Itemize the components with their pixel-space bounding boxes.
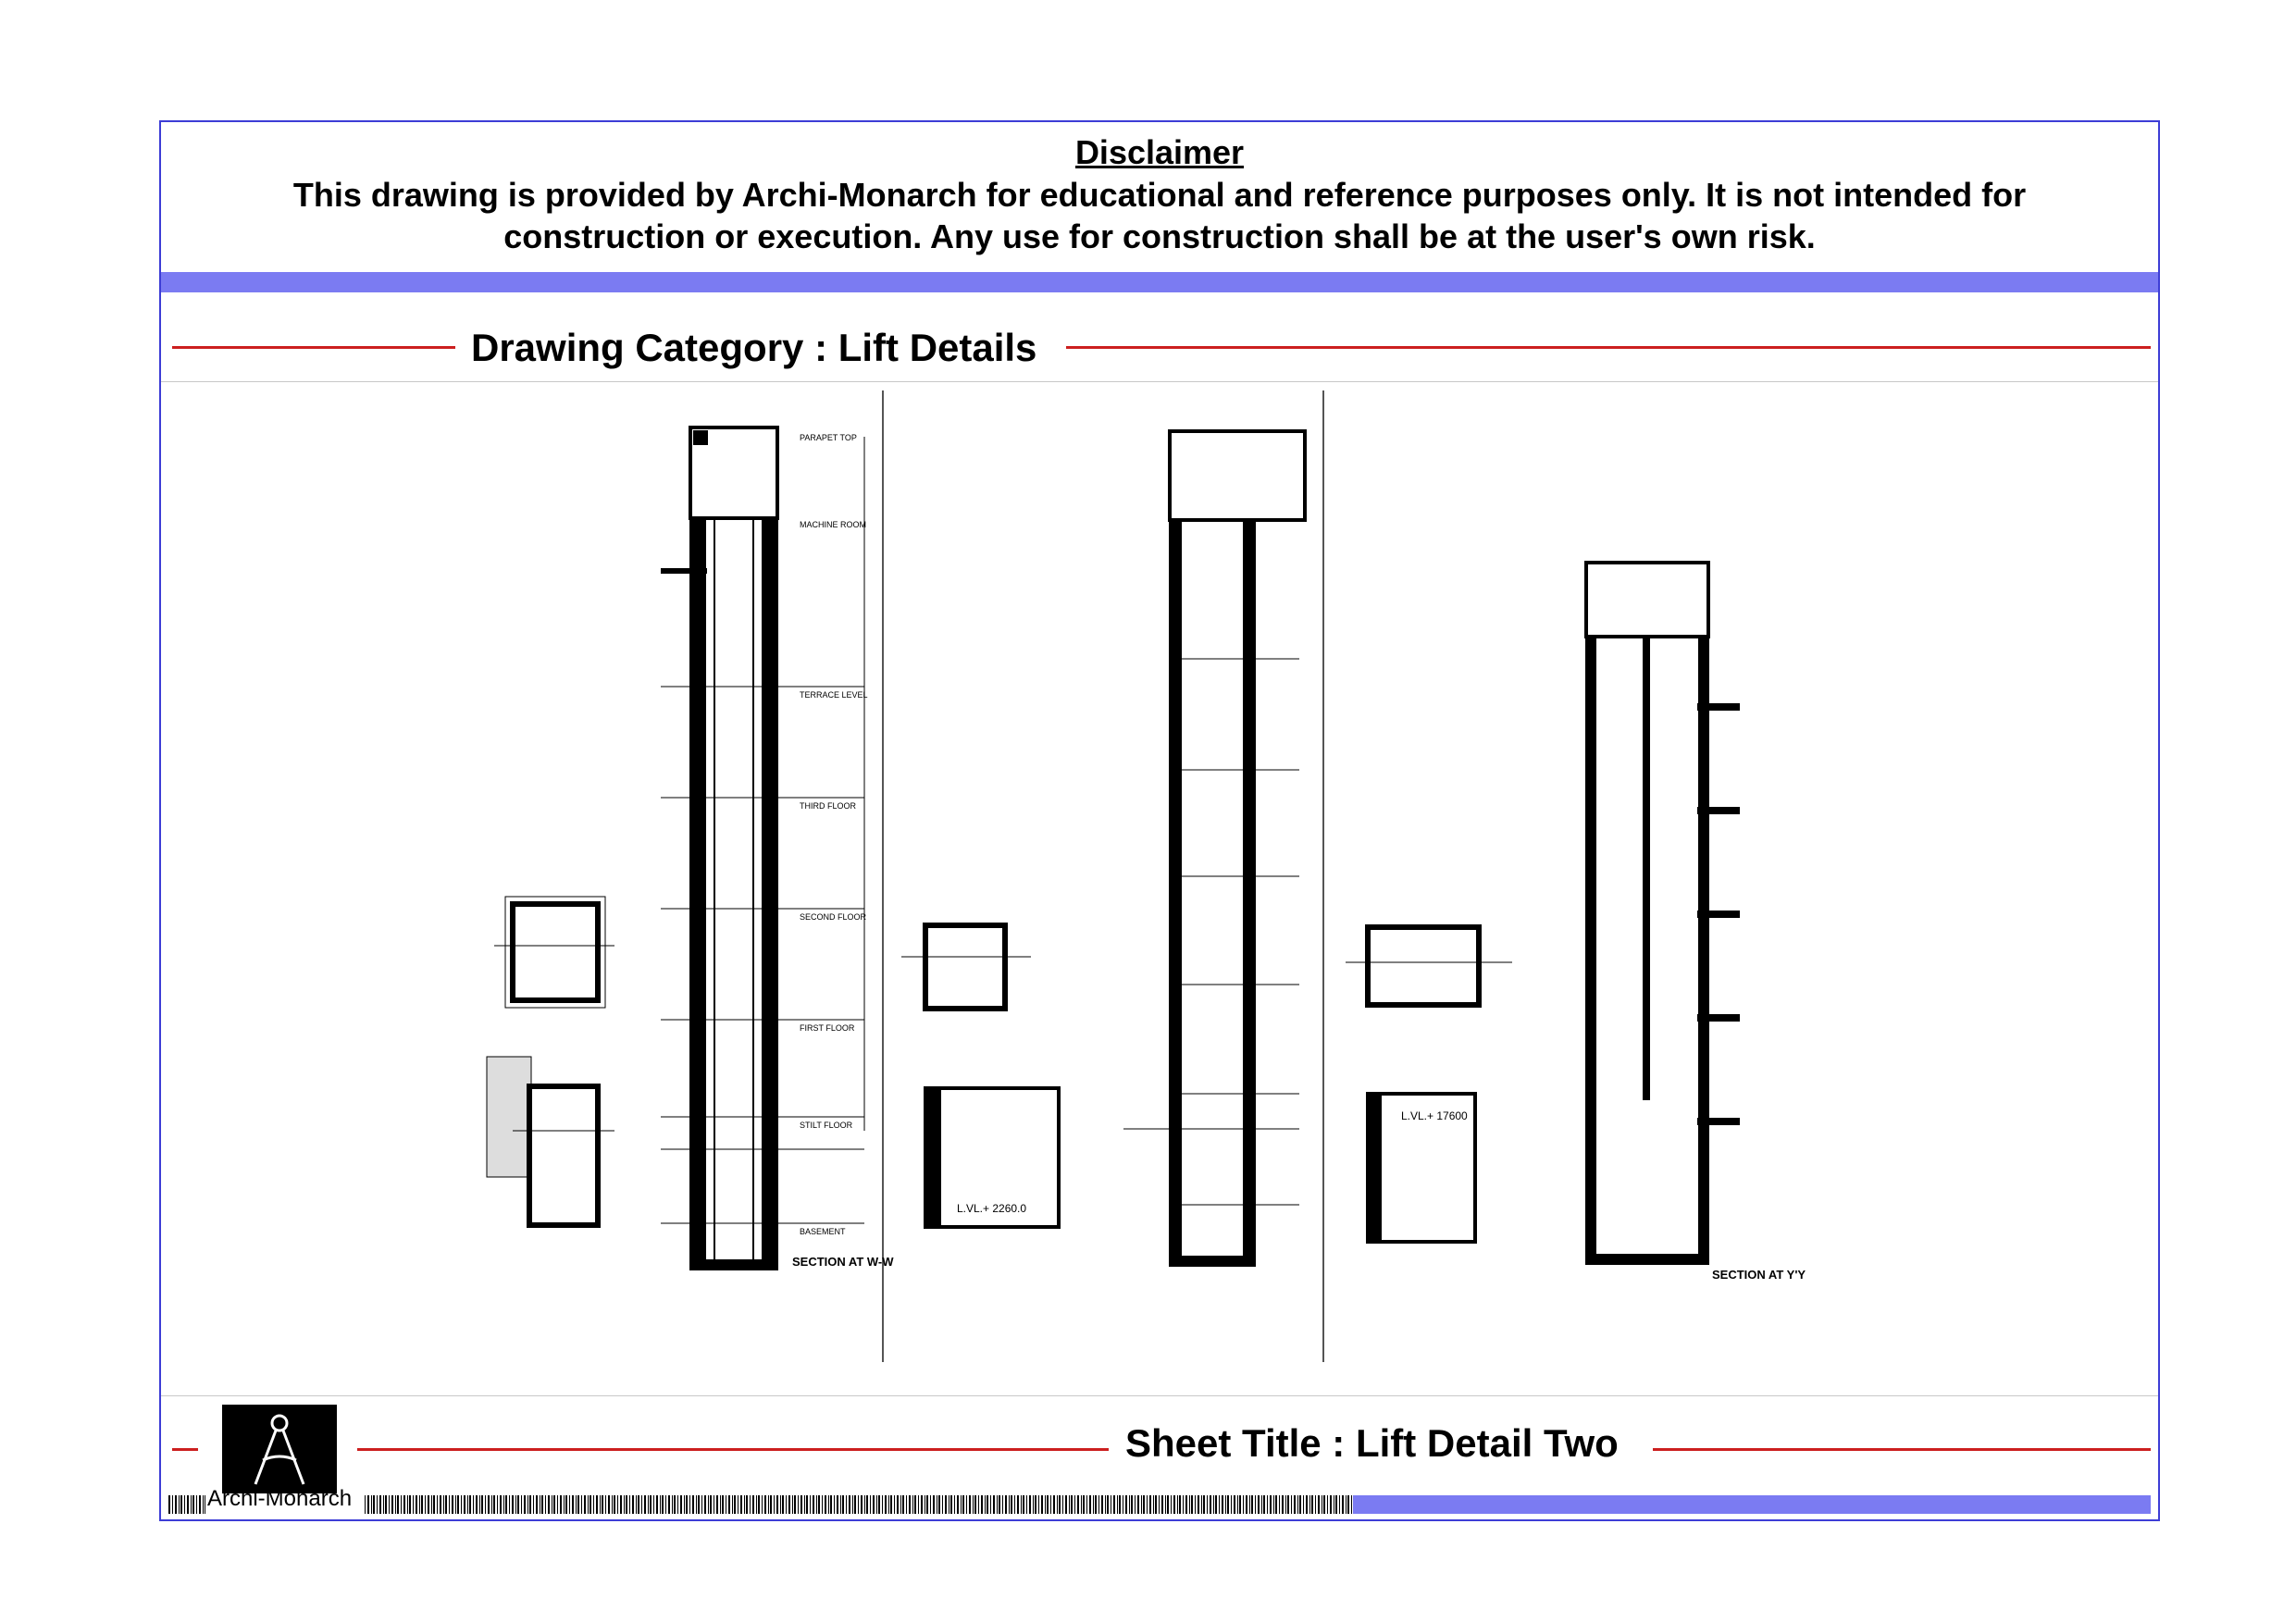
sheet-title: Sheet Title : Lift Detail Two [1125, 1421, 1619, 1465]
section-ww-label: SECTION AT W-W [792, 1255, 894, 1269]
svg-text:THIRD FLOOR: THIRD FLOOR [800, 801, 857, 811]
svg-text:PARAPET TOP: PARAPET TOP [800, 433, 857, 442]
lift-plan-ground [487, 1057, 614, 1225]
disclaimer-text: This drawing is provided by Archi-Monarch for educational and reference purposes only. It is not intended for construction or execution. Any use for construction shall be at the user's own risk. [292, 176, 2027, 255]
svg-text:STILT FLOOR: STILT FLOOR [800, 1121, 853, 1130]
svg-text:BASEMENT: BASEMENT [800, 1227, 846, 1236]
drawing-category: Drawing Category : Lift Details [471, 326, 1037, 369]
svg-text:FIRST FLOOR: FIRST FLOOR [800, 1023, 855, 1033]
level-label-1: L.VL.+ 2260.0 [957, 1202, 1027, 1215]
lift-plan-middle-upper [901, 925, 1031, 1009]
lift-plan-right-lower [1368, 1094, 1475, 1242]
lift-drawings [161, 390, 2158, 1510]
drawing-sheet [159, 120, 2160, 1521]
header-band [161, 272, 2158, 292]
section-yy-label: SECTION AT Y'Y [1712, 1268, 1806, 1282]
footer-divider [161, 1395, 2158, 1396]
svg-text:SECOND FLOOR: SECOND FLOOR [800, 912, 867, 922]
level-label-2: L.VL.+ 17600 [1401, 1109, 1468, 1122]
section-ww-drawing [661, 427, 894, 1270]
section-yy-drawing [1586, 563, 1806, 1282]
svg-text:MACHINE ROOM: MACHINE ROOM [800, 520, 866, 529]
lift-plan-right-upper [1346, 927, 1512, 1005]
category-divider [161, 381, 2158, 382]
category-rule-left [172, 346, 455, 349]
footer-band [1353, 1495, 2151, 1514]
section-middle-drawing [1123, 431, 1305, 1266]
disclaimer-title: Disclaimer [1074, 133, 1245, 171]
footer-rule-middle [357, 1448, 1109, 1451]
disclaimer-block [161, 122, 2158, 270]
archi-monarch-logo [222, 1405, 337, 1493]
compass-icon [222, 1405, 337, 1493]
barcode-strip [168, 1495, 1353, 1514]
footer-rule-left [172, 1448, 198, 1451]
lift-plan-typical [494, 897, 614, 1008]
category-rule-right [1066, 346, 2151, 349]
brand-name: Archi-Monarch [207, 1486, 353, 1511]
lift-plan-middle-lower [925, 1088, 1059, 1227]
footer-rule-right [1653, 1448, 2151, 1451]
svg-text:TERRACE LEVEL: TERRACE LEVEL [800, 690, 868, 700]
